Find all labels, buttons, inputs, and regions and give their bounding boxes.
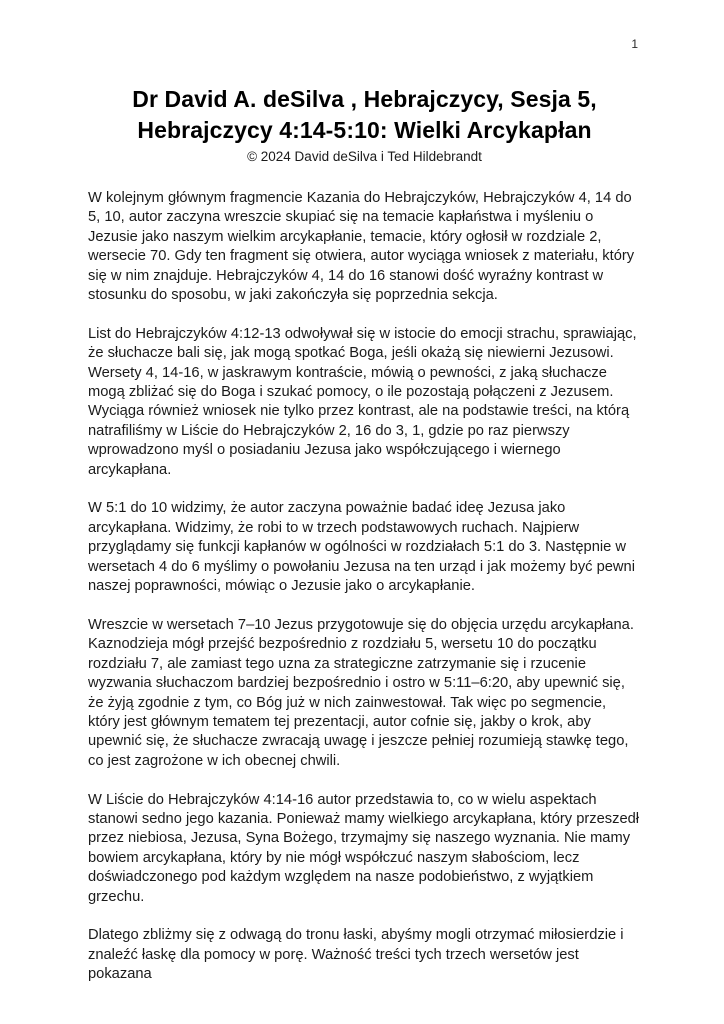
document-body [88,189,641,985]
page-content [88,84,641,1004]
copyright-line: © 2024 David deSilva i Ted Hildebrandt [247,149,482,164]
page-number: 1 [631,37,638,51]
paragraph-4: Wreszcie w wersetach 7–10 Jezus przygotowuje się do objęcia urzędu arcykapłana. Kaznodzieja mógł przejść bezpośrednio z rozdziału 5, wersetu 10 do początku rozdziału 7, ale zamiast tego uzna za strategiczne zatrzymanie się i rzucenie wyzwania słuchaczom bardziej bezpośrednio i ostro w 5:11–6:20, aby upewnić się, że żyją zgodnie z tym, co Bóg już w nich zainwestował. Tak więc po segmencie, który jest głównym tematem tej prezentacji, autor cofnie się, jakby o krok, aby upewnić się, że słuchacze zwracają uwagę i jeszcze pełniej rozumieją stawkę tego, co jest zagrożone w ich obecnej chwili. [88,616,634,769]
document-title [88,84,641,146]
paragraph-2: List do Hebrajczyków 4:12-13 odwoływał się w istocie do emocji strachu, sprawiając, że słuchacze bali się, jak mogą spotkać Boga, jeśli okażą się niewierni Jezusowi. Wersety 4, 14-16, w jaskrawym kontraście, mówią o pewności, z jaką słuchacze mogą zbliżać się do Boga i szukać pomocy, o ile pozostają połączeni z Jezusem. Wyciąga również wniosek nie tylko przez kontrast, ale na podstawie treści, na którą natrafiliśmy w Liście do Hebrajczyków 2, 16 do 3, 1, gdzie po raz pierwszy wprowadzono myśl o posiadaniu Jezusa jako współczującego i wiernego arcykapłana. [88,325,637,478]
paragraph-3: W 5:1 do 10 widzimy, że autor zaczyna poważnie badać ideę Jezusa jako arcykapłana. Widzimy, że robi to w trzech podstawowych ruchach. Najpierw przyglądamy się funkcji kapłanów w ogólności w rozdziałach 5:1 do 3. Następnie w wersetach 4 do 6 myślimy o powołaniu Jezusa na ten urząd i jak możemy być pewni naszej poprawności, mówiąc o Jezusie jako o arcykapłanie. [88,500,635,595]
paragraph-5: W Liście do Hebrajczyków 4:14-16 autor przedstawia to, co w wielu aspektach stanowi sedno jego kazania. Ponieważ mamy wielkiego arcykapłana, który przeszedł przez niebiosa, Jezusa, Syna Bożego, trzymajmy się naszego wyznania. Nie mamy bowiem arcykapłana, który by nie mógł współczuć naszym słabościom, lecz doświadczonego pod każdym względem na nasze podobieństwo, z wyjątkiem grzechu. [88,791,640,905]
paragraph-6: Dlatego zbliżmy się z odwagą do tronu łaski, abyśmy mogli otrzymać miłosierdzie i znaleźć łaskę dla pomocy w porę. Ważność treści tych trzech wersetów jest pokazana [88,927,624,983]
document-title-line1: Dr David A. deSilva , Hebrajczycy, Sesja 5, [132,86,597,112]
paragraph-1: W kolejnym głównym fragmencie Kazania do Hebrajczyków, Hebrajczyków 4, 14 do 5, 10, autor zaczyna wreszcie skupiać się na temacie kapłaństwa i myśleniu o Jezusie jako naszym wielkim arcykapłanie, temacie, który ogłosił w rozdziale 2, wersecie 70. Gdy ten fragment się otwiera, autor wyciąga wniosek z materiału, który się w nim znajduje. Hebrajczyków 4, 14 do 16 stanowi dość wyraźny kontrast w stosunku do sposobu, w jaki zakończyła się poprzednia sekcja. [88,190,635,304]
document-title-line2: Hebrajczycy 4:14-5:10: Wielki Arcykapłan [137,117,592,143]
